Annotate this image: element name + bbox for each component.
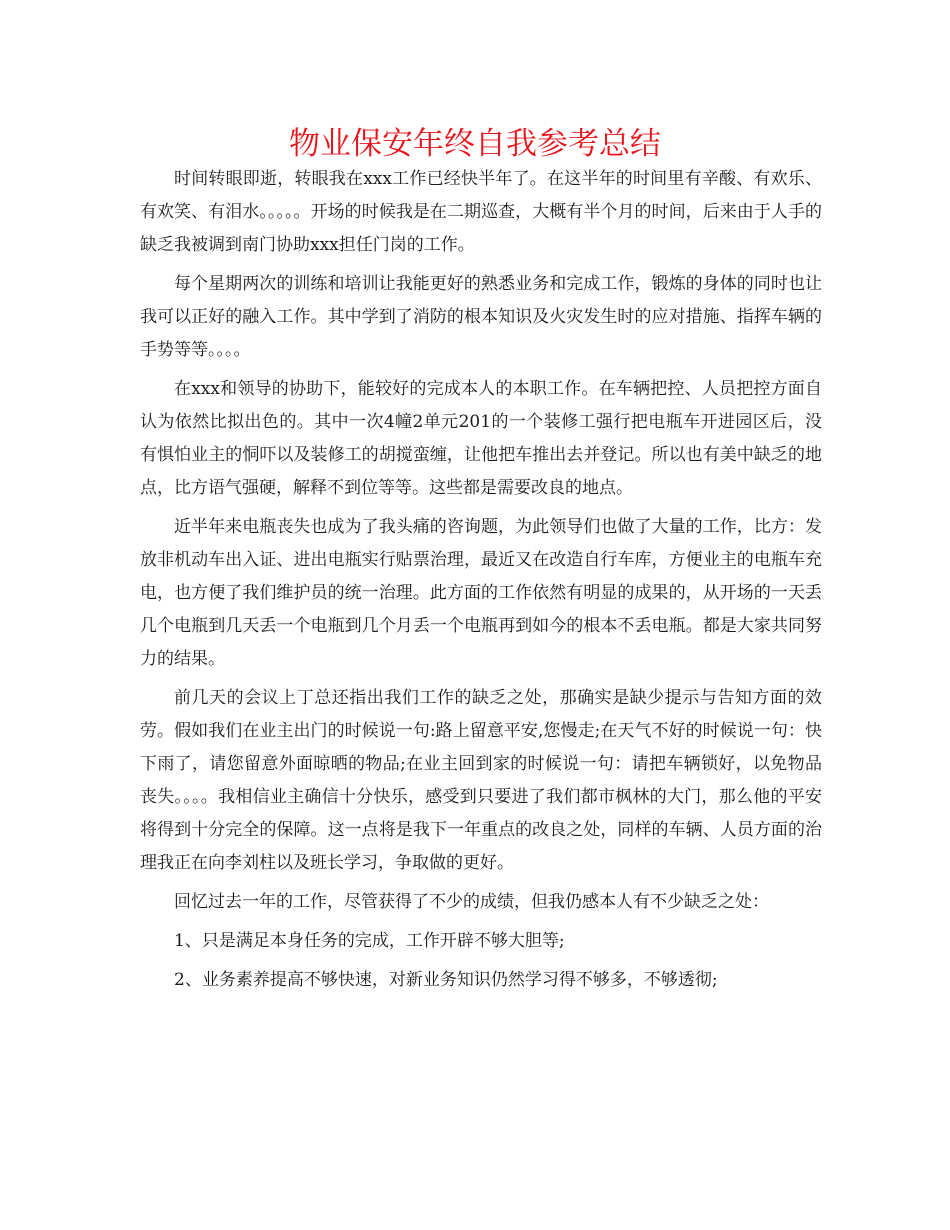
- list-item-2: 2、业务素养提高不够快速，对新业务知识仍然学习得不够多，不够透彻;: [174, 970, 718, 990]
- paragraph-2: 每个星期两次的训练和培训让我能更好的熟悉业务和完成工作，锻炼的身体的同时也让我可以正好的融入工作。其中学到了消防的根本知识及火灾发生时的应对措施、指挥车辆的手势等等。。。。: [140, 274, 822, 360]
- document-body: [140, 163, 822, 1003]
- paragraph-3: 在xxx和领导的协助下，能较好的完成本人的本职工作。在车辆把控、人员把控方面自认为依然比拟出色的。其中一次4幢2单元201的一个装修工强行把电瓶车开进园区后，没有惧怕业主的恫吓以及装修工的胡搅蛮缠，让他把车推出去并登记。所以也有美中缺乏的地点，比方语气强硬，解释不到位等等。这些都是需要改良的地点。: [140, 379, 822, 498]
- paragraph-1: 时间转眼即逝，转眼我在xxx工作已经快半年了。在这半年的时间里有辛酸、有欢乐、有欢笑、有泪水。。。。。开场的时候我是在二期巡查，大概有半个月的时间，后来由于人手的缺乏我被调到南门协助xxx担任门岗的工作。: [140, 169, 822, 255]
- paragraph-6: 回忆过去一年的工作，尽管获得了不少的成绩，但我仍感本人有不少缺乏之处：: [174, 892, 769, 912]
- paragraph-4: 近半年来电瓶丧失也成为了我头痛的咨询题，为此领导们也做了大量的工作，比方：发放非机动车出入证、进出电瓶实行贴票治理，最近又在改造自行车库，方便业主的电瓶车充电，也方便了我们维护员的统一治理。此方面的工作依然有明显的成果的，从开场的一天丢几个电瓶到几天丢一个电瓶到几个月丢一个电瓶再到如今的根本不丢电瓶。都是大家共同努力的结果。: [140, 517, 822, 669]
- document-title: 物业保安年终自我参考总结: [289, 126, 661, 162]
- list-item-1: 1、只是满足本身任务的完成，工作开辟不够大胆等;: [174, 931, 565, 951]
- paragraph-5: 前几天的会议上丁总还指出我们工作的缺乏之处，那确实是缺少提示与告知方面的效劳。假如我们在业主出门的时候说一句:路上留意平安,您慢走;在天气不好的时候说一句：快下雨了，请您留意外面晾晒的物品;在业主回到家的时候说一句：请把车辆锁好，以免物品丧失。。。。我相信业主确信十分快乐，感受到只要进了我们都市枫林的大门，那么他的平安将得到十分完全的保障。这一点将是我下一年重点的改良之处，同样的车辆、人员方面的治理我正在向李刘柱以及班长学习，争取做的更好。: [140, 688, 822, 873]
